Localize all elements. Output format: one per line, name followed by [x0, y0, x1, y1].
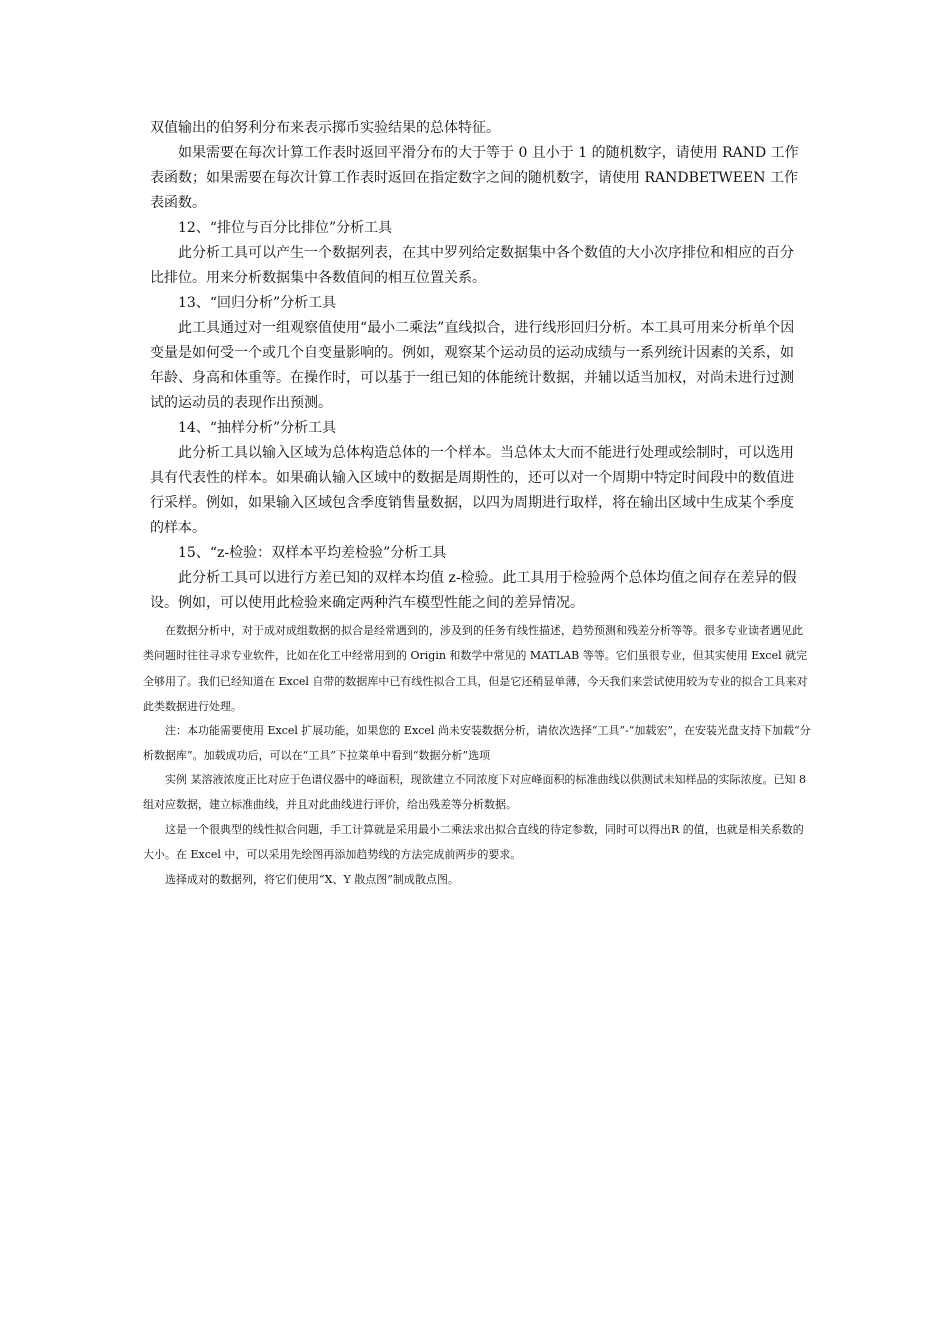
paragraph-note: 注：本功能需要使用 Excel 扩展功能，如果您的 Excel 尚未安装数据分析，请依次选择“工具”-“加载宏”，在安装光盘支持下加载“分析数据库”。加载成功后，可以在“工具”下拉菜单中看到“数据分析”选项 — [143, 724, 811, 763]
paragraph-sampling: 此分析工具以输入区域为总体构造总体的一个样本。当总体太大而不能进行处理或绘制时，可以选用具有代表性的样本。如果确认输入区域中的数据是周期性的，还可以对一个周期中特定时间段中的数值进行采样。例如，如果输入区域包含季度销售量数据，以四为周期进行取样，将在输出区域中生成某个季度的样本。 — [150, 445, 794, 536]
heading-regression: 13、“回归分析”分析工具 — [178, 295, 337, 311]
paragraph-fitting-intro: 在数据分析中，对于成对成组数据的拟合是经常遇到的，涉及到的任务有线性描述，趋势预测和残差分析等等。很多专业读者遇见此类问题时往往寻求专业软件，比如在化工中经常用到的 Origin 和数学中常见的 MATLAB 等等。它们虽很专业，但其实使用 Excel 就完全够用了。我们已经知道在 Excel 自带的数据库中已有线性拟合工具，但是它还稍显单薄，今天我们来尝试使用较为专业的拟合工具来对此类数据进行处理。 — [143, 624, 808, 713]
paragraph-rank-percentile: 此分析工具可以产生一个数据列表，在其中罗列给定数据集中各个数值的大小次序排位和相应的百分比排位。用来分析数据集中各数值间的相互位置关系。 — [150, 245, 794, 286]
paragraph-z-test: 此分析工具可以进行方差已知的双样本均值 z-检验。此工具用于检验两个总体均值之间存在差异的假设。例如，可以使用此检验来确定两种汽车模型性能之间的差异情况。 — [150, 570, 797, 611]
paragraph-linear-fit: 这是一个很典型的线性拟合问题，手工计算就是采用最小二乘法求出拟合直线的待定参数，同时可以得出R 的值，也就是相关系数的大小。在 Excel 中，可以采用先绘图再添加趋势线的方法完成前两步的要求。 — [143, 823, 804, 862]
paragraph-regression: 此工具通过对一组观察值使用“最小二乘法”直线拟合，进行线形回归分析。本工具可用来分析单个因变量是如何受一个或几个自变量影响的。例如，观察某个运动员的运动成绩与一系列统计因素的关系，如年龄、身高和体重等。在操作时，可以基于一组已知的体能统计数据，并辅以适当加权，对尚未进行过测试的运动员的表现作出预测。 — [150, 320, 795, 411]
heading-rank-percentile: 12、“排位与百分比排位”分析工具 — [178, 220, 393, 236]
heading-z-test: 15、“z-检验：双样本平均差检验”分析工具 — [178, 545, 447, 561]
paragraph-rand: 如果需要在每次计算工作表时返回平滑分布的大于等于 0 且小于 1 的随机数字，请使用 RAND 工作表函数；如果需要在每次计算工作表时返回在指定数字之间的随机数字，请使用 RANDBETWEEN 工作表函数。 — [150, 145, 799, 211]
heading-sampling: 14、“抽样分析”分析工具 — [178, 420, 337, 436]
paragraph-bernoulli: 双值输出的伯努利分布来表示掷币实验结果的总体特征。 — [150, 120, 500, 136]
paragraph-example: 实例 某溶液浓度正比对应于色谱仪器中的峰面积，现欲建立不同浓度下对应峰面积的标准曲线以供测试未知样品的实际浓度。已知 8 组对应数据，建立标准曲线，并且对此曲线进行评价，给出残差等分析数据。 — [143, 773, 810, 812]
paragraph-scatter: 选择成对的数据列，将它们使用“X、Y 散点图”制成散点图。 — [165, 873, 459, 886]
